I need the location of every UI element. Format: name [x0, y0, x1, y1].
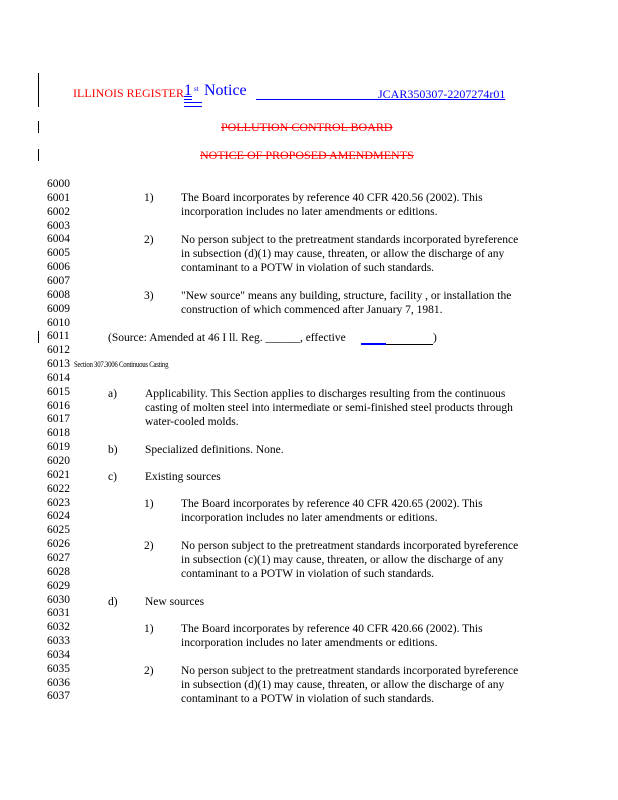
subsection-d2-line-2: in subsection (d)(1) may cause, threaten, or allow the discharge of any — [181, 679, 505, 691]
item-2-line-3: contaminant to a POTW in violation of such standards. — [181, 262, 435, 274]
subsection-c1-number: 1) — [144, 498, 154, 510]
line-number: 6018 — [47, 427, 70, 440]
subsection-d2-line-1: No person subject to the pretreatment standards incorporated byreference — [181, 665, 519, 677]
line-number: 6034 — [47, 648, 70, 661]
notice-label: Notice — [204, 82, 247, 99]
line-number: 6021 — [47, 468, 70, 481]
register-label: ILLINOIS REGISTER — [73, 86, 184, 100]
line-number: 6004 — [47, 233, 70, 246]
line-number: 6011 — [47, 330, 70, 343]
subsection-c2-line-2: in subsection (c)(1) may cause, threaten, or allow the discharge of any — [181, 554, 504, 566]
item-1-line-1: The Board incorporates by reference 40 CFR 420.56 (2002). This — [181, 192, 483, 204]
line-number: 6013 — [47, 358, 70, 371]
change-bar-board — [38, 121, 39, 133]
subsection-c1-line-1: The Board incorporates by reference 40 CFR 420.65 (2002). This — [181, 498, 483, 510]
item-3-line-2: construction of which commenced after January 7, 1981. — [181, 304, 443, 316]
subsection-c2-number: 2) — [144, 540, 154, 552]
page-number: 1 — [184, 82, 192, 99]
subsection-c2-line-1: No person subject to the pretreatment standards incorporated byreference — [181, 540, 519, 552]
notice-title: NOTICE OF PROPOSED AMENDMENTS — [200, 148, 414, 162]
line-number: 6007 — [47, 274, 70, 287]
section-heading: Section 307.3006 Continuous Casting — [74, 360, 169, 369]
jcar-code: JCAR350307-2207274r01 — [378, 87, 506, 101]
line-number: 6036 — [47, 676, 70, 689]
source-blue-blank — [361, 343, 386, 345]
subsection-a-line-2: casting of molten steel into intermediate or semi-finished steel products through — [145, 402, 513, 414]
change-bar-source — [38, 331, 39, 343]
line-number: 6022 — [47, 482, 70, 495]
subsection-d1-line-1: The Board incorporates by reference 40 CFR 420.66 (2002). This — [181, 623, 483, 635]
line-number: 6025 — [47, 524, 70, 537]
board-name: POLLUTION CONTROL BOARD — [221, 120, 393, 134]
line-number: 6020 — [47, 455, 70, 467]
subsection-a-line-1: Applicability. This Section applies to discharges resulting from the continuous — [145, 388, 506, 400]
change-bar-header — [38, 73, 39, 107]
line-number: 6014 — [47, 371, 70, 384]
line-number: 6005 — [47, 247, 70, 260]
line-number: 6015 — [47, 385, 70, 398]
item-2-number: 2) — [144, 234, 154, 246]
line-number: 6028 — [47, 565, 70, 578]
item-2-line-2: in subsection (d)(1) may cause, threaten, or allow the discharge of any — [181, 248, 505, 260]
line-number: 6000 — [47, 178, 70, 190]
line-number: 6033 — [47, 635, 70, 648]
subsection-d2-line-3: contaminant to a POTW in violation of such standards. — [181, 693, 435, 705]
item-1-line-2: incorporation includes no later amendments or editions. — [181, 206, 438, 218]
source-black-blank — [386, 344, 433, 345]
subsection-c2-line-3: contaminant to a POTW in violation of such standards. — [181, 568, 435, 580]
line-number: 6032 — [47, 621, 70, 634]
line-number: 6003 — [47, 219, 70, 232]
item-2-line-1: No person subject to the pretreatment standards incorporated byreference — [181, 234, 519, 246]
line-number: 6024 — [47, 510, 70, 523]
header-underline — [256, 99, 378, 100]
item-3-line-1: "New source" means any building, structure, facility , or installation the — [181, 290, 512, 302]
subsection-d-line-1: New sources — [145, 596, 205, 608]
subsection-c1-line-2: incorporation includes no later amendments or editions. — [181, 512, 438, 524]
line-number: 6008 — [47, 288, 70, 301]
line-number: 6023 — [47, 496, 70, 509]
header-double-rule — [184, 102, 202, 107]
line-number: 6030 — [47, 593, 70, 606]
line-number: 6002 — [47, 205, 70, 218]
line-number: 6035 — [47, 662, 70, 675]
subsection-b-line-1: Specialized definitions. None. — [145, 444, 284, 456]
line-number: 6009 — [47, 302, 70, 315]
line-number: 6037 — [47, 690, 70, 703]
subsection-d1-line-2: incorporation includes no later amendments or editions. — [181, 637, 438, 649]
line-number: 6017 — [47, 413, 70, 426]
subsection-a-line-3: water-cooled molds. — [145, 416, 239, 428]
item-1-number: 1) — [144, 192, 154, 204]
line-number: 6019 — [47, 441, 70, 454]
line-number: 6027 — [47, 551, 70, 564]
line-number: 6031 — [47, 607, 70, 620]
source-close-paren: ) — [433, 332, 437, 344]
item-3-number: 3) — [144, 290, 154, 302]
change-bar-notice — [38, 149, 39, 161]
line-number: 6012 — [47, 344, 70, 357]
subsection-a-label: a) — [108, 388, 117, 400]
subsection-b-label: b) — [108, 444, 118, 456]
source-note: (Source: Amended at 46 I ll. Reg. ______, effective — [108, 332, 346, 344]
subsection-c-line-1: Existing sources — [145, 471, 221, 483]
line-number: 6026 — [47, 538, 70, 551]
line-number: 6016 — [47, 399, 70, 412]
subsection-d2-number: 2) — [144, 665, 154, 677]
line-number: 6001 — [47, 191, 70, 204]
subsection-c-label: c) — [108, 471, 117, 483]
page-superscript: st — [194, 85, 199, 93]
subsection-d1-number: 1) — [144, 623, 154, 635]
subsection-d-label: d) — [108, 596, 118, 608]
line-number: 6006 — [47, 261, 70, 274]
line-number: 6029 — [47, 579, 70, 592]
line-number: 6010 — [47, 316, 70, 329]
